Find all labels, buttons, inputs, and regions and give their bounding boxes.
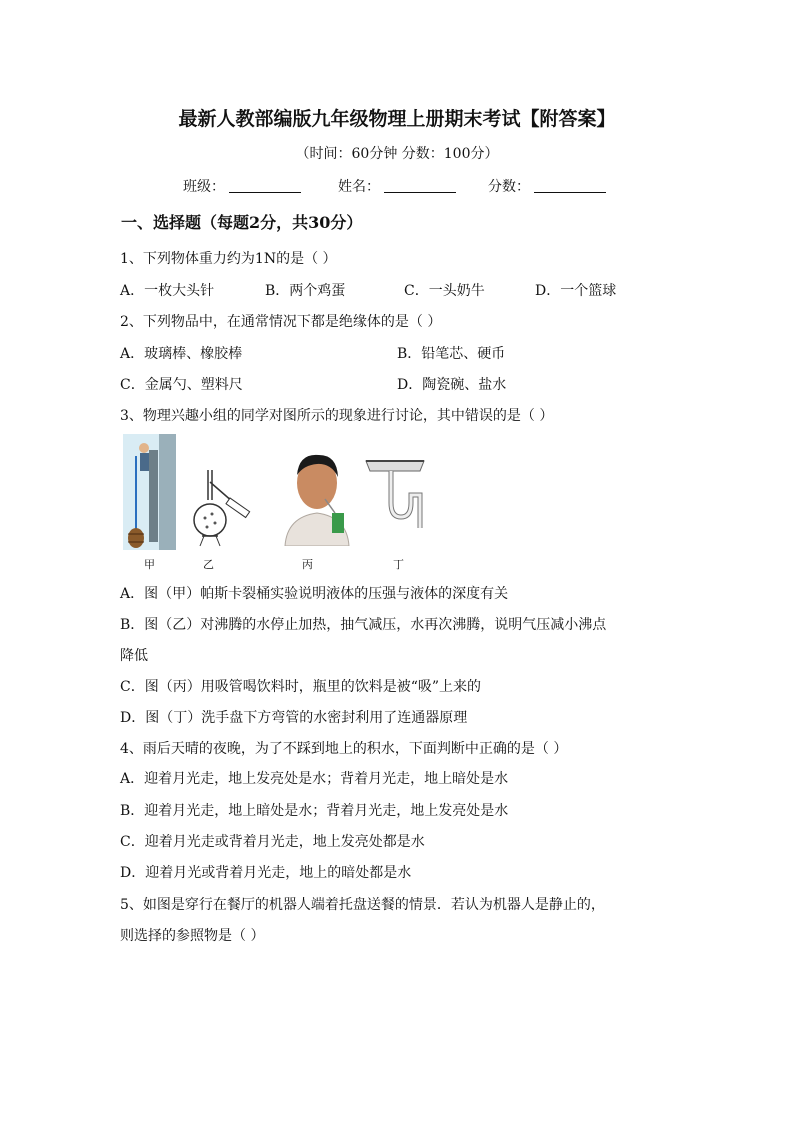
figure-caption-ding: 丁 (393, 558, 404, 571)
trap-pipe (391, 471, 420, 528)
question-4-option-b: B．迎着月光走，地上暗处是水；背着月光走，地上发亮处是水 (120, 803, 509, 819)
question-2-stem: 2、下列物品中，在通常情况下都是绝缘体的是（ ） (120, 314, 442, 330)
figure-sink-trap (364, 455, 426, 528)
ladder (149, 450, 158, 542)
question-1-stem: 1、下列物体重力约为1N的是（ ） (120, 251, 337, 267)
question-4-stem: 4、雨后天晴的夜晚，为了不踩到地上的积水，下面判断中正确的是（ ） (120, 741, 568, 757)
question-2-option-c: C．金属勺、塑料尺 (120, 377, 243, 393)
name-label: 姓名： (338, 179, 380, 195)
person (139, 443, 149, 453)
question-3-option-b-cont: 降低 (120, 648, 148, 664)
score-label: 分数： (488, 179, 530, 195)
barrel (128, 528, 144, 548)
bubble (211, 513, 214, 516)
figure-pascal-barrel (123, 434, 176, 550)
stand-leg (216, 536, 220, 546)
score-field (488, 176, 606, 196)
question-4-option-d: D．迎着月光或背着月光走，地上的暗处都是水 (120, 865, 412, 881)
page-title: 最新人教部编版九年级物理上册期末考试【附答案】 (178, 108, 616, 130)
bubble (206, 526, 209, 529)
question-3-option-b: B．图（乙）对沸腾的水停止加热，抽气减压，水再次沸腾，说明气压减小沸点 (120, 617, 607, 633)
question-3-option-c: C．图（丙）用吸管喝饮料时，瓶里的饮料是被“吸”上来的 (120, 679, 482, 695)
question-1-option-c: C．一头奶牛 (404, 283, 485, 299)
class-label: 班级： (183, 179, 225, 195)
question-2-option-a: A．玻璃棒、橡胶棒 (120, 346, 243, 362)
person-body (140, 453, 149, 471)
syringe (226, 498, 250, 517)
question-1-option-a: A．一枚大头针 (120, 283, 215, 299)
question-5-stem-cont: 则选择的参照物是（ ） (120, 928, 265, 944)
question-2-option-b: B．铅笔芯、硬币 (397, 346, 506, 362)
name-blank (384, 178, 456, 193)
question-1-option-b: B．两个鸡蛋 (265, 283, 346, 299)
figure-flask-syringe (188, 470, 260, 550)
class-field (183, 176, 301, 196)
flask-bulb (194, 504, 226, 536)
section-heading: 一、选择题（每题2分，共30分） (121, 213, 363, 232)
figure-caption-jia: 甲 (144, 558, 155, 571)
figure-caption-bing: 丙 (302, 558, 313, 571)
question-4-option-c: C．迎着月光走或背着月光走，地上发亮处都是水 (120, 834, 425, 850)
sink-basin (366, 461, 424, 471)
wall (159, 434, 176, 550)
bubble (214, 522, 217, 525)
question-5-stem: 5、如图是穿行在餐厅的机器人端着托盘送餐的情景．若认为机器人是静止的， (120, 897, 605, 913)
score-blank (534, 178, 606, 193)
bubble (204, 517, 207, 520)
trap-pipe-inner (391, 471, 420, 528)
name-field (338, 176, 456, 196)
question-3-option-a: A．图（甲）帕斯卡裂桶实验说明液体的压强与液体的深度有关 (120, 586, 509, 602)
stand-leg (200, 536, 204, 546)
drink-bottle (332, 513, 344, 533)
figure-caption-yi: 乙 (203, 558, 214, 571)
question-3-stem: 3、物理兴趣小组的同学对图所示的现象进行讨论，其中错误的是（ ） (120, 408, 554, 424)
figure-person-drinking (277, 447, 356, 546)
exam-meta: （时间：60分钟 分数：100分） (295, 146, 499, 162)
question-2-option-d: D．陶瓷碗、盐水 (397, 377, 507, 393)
class-blank (229, 178, 301, 193)
question-4-option-a: A．迎着月光走，地上发亮处是水；背着月光走，地上暗处是水 (120, 771, 509, 787)
question-1-option-d: D．一个篮球 (535, 283, 617, 299)
question-3-option-d: D．图（丁）洗手盘下方弯管的水密封利用了连通器原理 (120, 710, 468, 726)
